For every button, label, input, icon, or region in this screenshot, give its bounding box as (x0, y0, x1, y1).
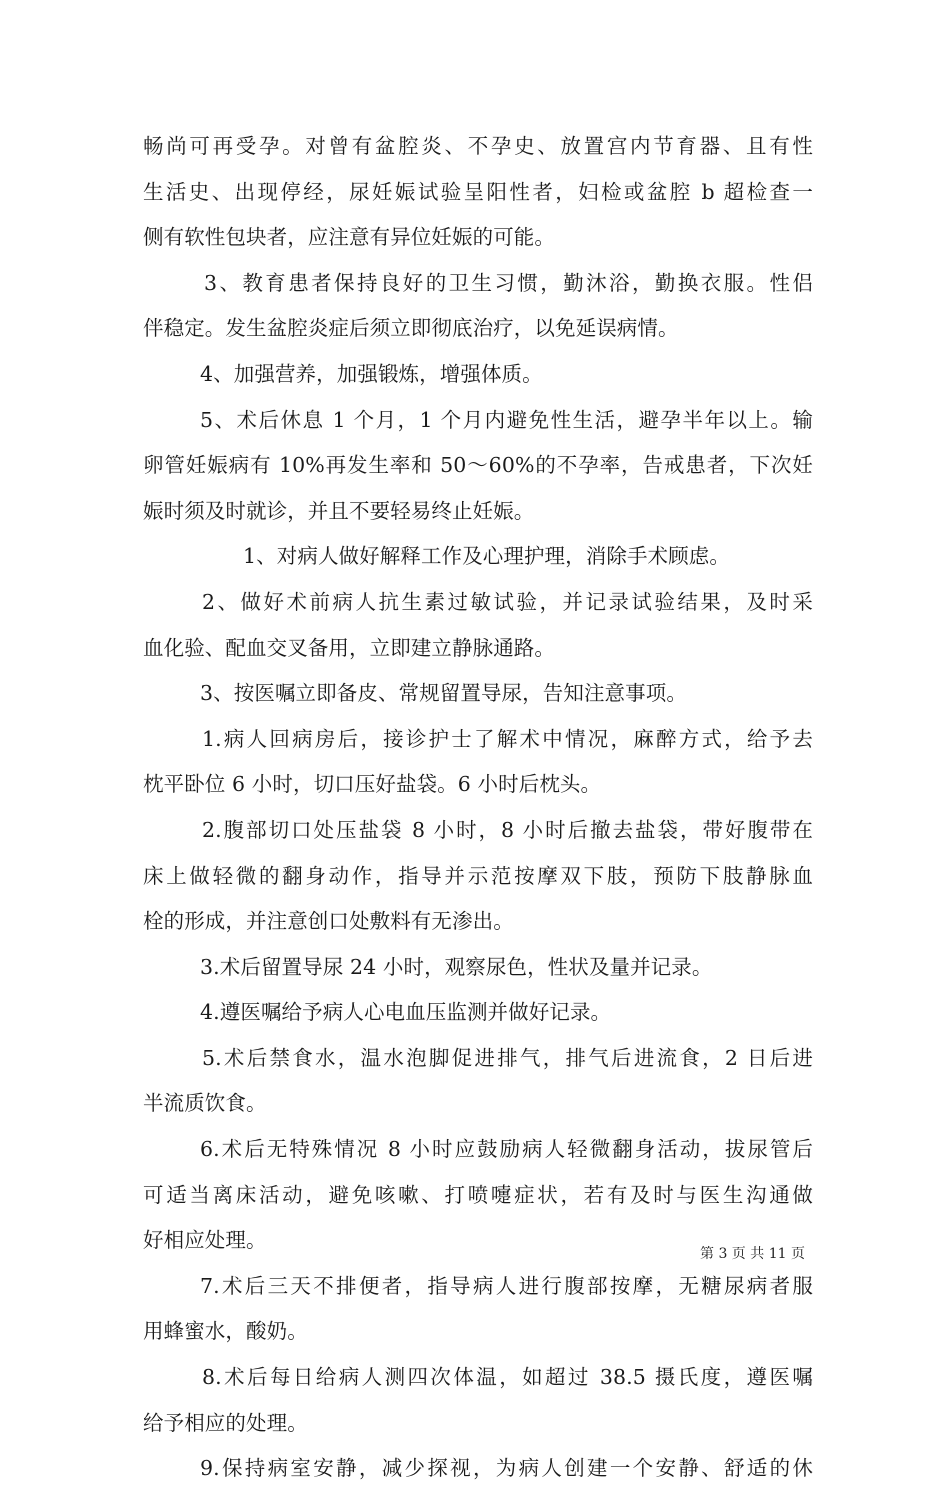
text-line: 栓的形成，并注意创口处敷料有无渗出。 (143, 909, 514, 934)
text-line: 4.遵医嘱给予病人心电血压监测并做好记录。 (200, 1000, 612, 1025)
text-line: 伴稳定。发生盆腔炎症后须立即彻底治疗，以免延误病情。 (143, 316, 679, 341)
text-line: 7.术后三天不排便者，指导病人进行腹部按摩，无糖尿病者服 (200, 1273, 813, 1298)
text-line: 床上做轻微的翻身动作，指导并示范按摩双下肢，预防下肢静脉血 (143, 863, 813, 888)
text-line: 1.病人回病房后，接诊护士了解术中情况，麻醉方式，给予去 (202, 726, 813, 751)
text-line: 5、术后休息 1 个月，1 个月内避免性生活，避孕半年以上。输 (200, 407, 813, 432)
text-line: 6.术后无特殊情况 8 小时应鼓励病人轻微翻身活动，拔尿管后 (200, 1137, 813, 1162)
text-line: 给予相应的处理。 (143, 1410, 308, 1435)
text-line: 血化验、配血交叉备用，立即建立静脉通路。 (143, 635, 555, 660)
text-line: 生活史、出现停经，尿妊娠试验呈阳性者，妇检或盆腔 b 超检查一 (143, 179, 813, 204)
body-text (143, 124, 813, 1492)
page-number: 第 3 页 共 11 页 (700, 1246, 805, 1262)
text-line: 半流质饮食。 (143, 1091, 267, 1116)
text-line: 4、加强营养，加强锻炼，增强体质。 (200, 361, 543, 386)
text-line: 好相应处理。 (143, 1228, 267, 1253)
text-line: 3.术后留置导尿 24 小时，观察尿色，性状及量并记录。 (200, 954, 713, 979)
text-line: 可适当离床活动，避免咳嗽、打喷嚏症状，若有及时与医生沟通做 (143, 1182, 813, 1207)
text-line: 3、教育患者保持良好的卫生习惯，勤沐浴，勤换衣服。性侣 (204, 270, 813, 295)
text-line: 1、对病人做好解释工作及心理护理，消除手术顾虑。 (243, 544, 730, 569)
text-line: 枕平卧位 6 小时，切口压好盐袋。6 小时后枕头。 (143, 772, 602, 797)
text-line: 畅尚可再受孕。对曾有盆腔炎、不孕史、放置宫内节育器、且有性 (143, 134, 813, 158)
text-line: 2.腹部切口处压盐袋 8 小时，8 小时后撤去盐袋，带好腹带在 (202, 817, 813, 842)
text-line: 用蜂蜜水，酸奶。 (143, 1319, 308, 1344)
text-line: 卵管妊娠病有 10%再发生率和 50～60%的不孕率，告戒患者，下次妊 (143, 453, 813, 478)
text-line: 2、做好术前病人抗生素过敏试验，并记录试验结果，及时采 (202, 589, 813, 614)
text-line: 5.术后禁食水，温水泡脚促进排气，排气后进流食，2 日后进 (202, 1045, 813, 1070)
text-line: 8.术后每日给病人测四次体温，如超过 38.5 摄氏度，遵医嘱 (202, 1365, 813, 1390)
text-line: 9.保持病室安静，减少探视，为病人创建一个安静、舒适的休 (200, 1456, 813, 1481)
text-line: 娠时须及时就诊，并且不要轻易终止妊娠。 (143, 498, 535, 523)
text-line: 3、按医嘱立即备皮、常规留置导尿，告知注意事项。 (200, 681, 687, 706)
text-line: 侧有软性包块者，应注意有异位妊娠的可能。 (143, 225, 555, 250)
